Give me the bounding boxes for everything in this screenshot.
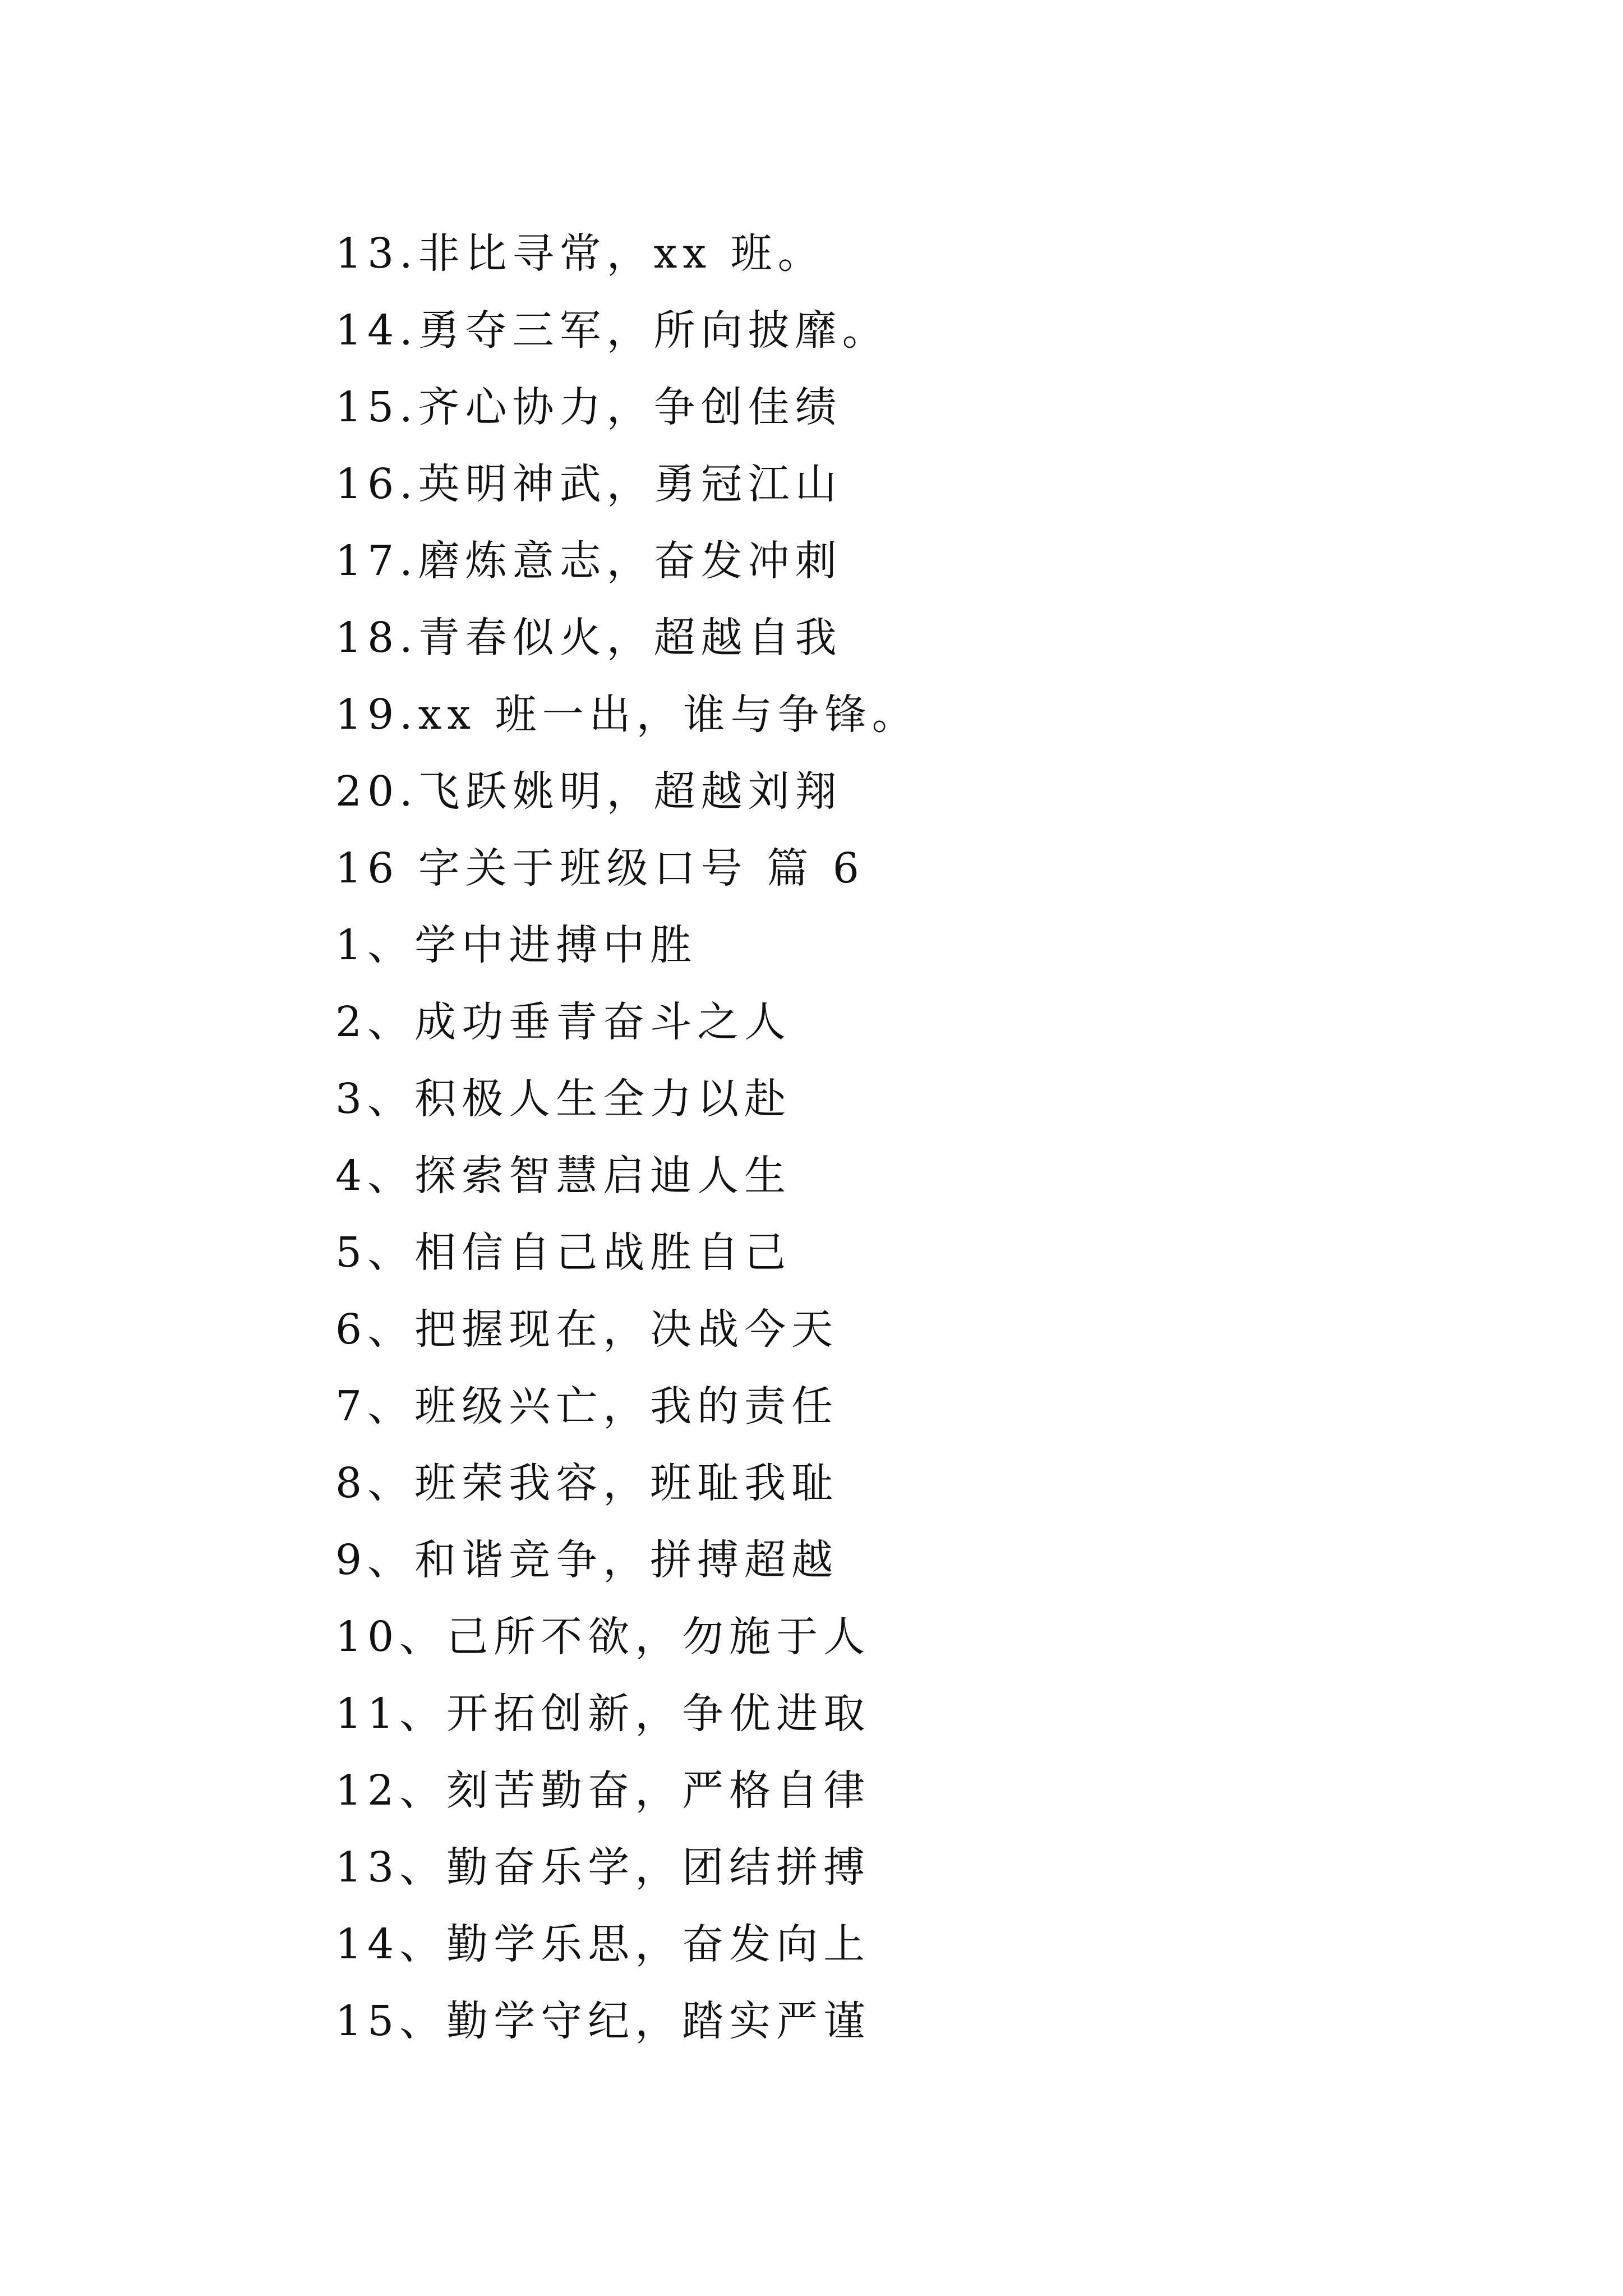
text-line: 4、探索智慧启迪人生 — [335, 1152, 792, 1200]
text-line: 14.勇夺三军，所向披靡。 — [335, 306, 889, 355]
text-line: 13、勤奋乐学，团结拼搏 — [335, 1843, 871, 1892]
text-line: 17.磨炼意志，奋发冲刺 — [335, 537, 842, 585]
text-line: 8、班荣我容，班耻我耻 — [335, 1459, 839, 1507]
text-line: 9、和谐竞争，拼搏超越 — [335, 1536, 839, 1584]
text-line: 3、积极人生全力以赴 — [335, 1075, 792, 1123]
slogan-list — [335, 215, 1457, 2060]
text-line: 5、相信自己战胜自己 — [335, 1228, 792, 1277]
text-line: 20.飞跃姚明，超越刘翔 — [335, 767, 842, 816]
text-line: 12、刻苦勤奋，严格自律 — [335, 1766, 871, 1815]
text-line: 16.英明神武，勇冠江山 — [335, 460, 842, 508]
text-line: 10、己所不欲，勿施于人 — [335, 1613, 871, 1661]
text-line: 15、勤学守纪，踏实严谨 — [335, 1997, 871, 2045]
text-line: 19.xx 班一出，谁与争锋。 — [335, 691, 919, 739]
text-line: 1、学中进搏中胜 — [335, 921, 698, 969]
text-line: 7、班级兴亡，我的责任 — [335, 1382, 839, 1430]
text-line: 2、成功垂青奋斗之人 — [335, 998, 792, 1046]
text-line: 18.青春似火，超越自我 — [335, 614, 842, 662]
text-line: 15.齐心协力，争创佳绩 — [335, 383, 842, 431]
text-line: 11、开拓创新，争优进取 — [335, 1690, 871, 1738]
text-line: 13.非比寻常，xx 班。 — [335, 229, 825, 278]
text-line: 6、把握现在，决战今天 — [335, 1305, 839, 1354]
section-heading: 16 字关于班级口号 篇 6 — [335, 844, 865, 892]
text-line: 14、勤学乐思，奋发向上 — [335, 1920, 871, 1968]
